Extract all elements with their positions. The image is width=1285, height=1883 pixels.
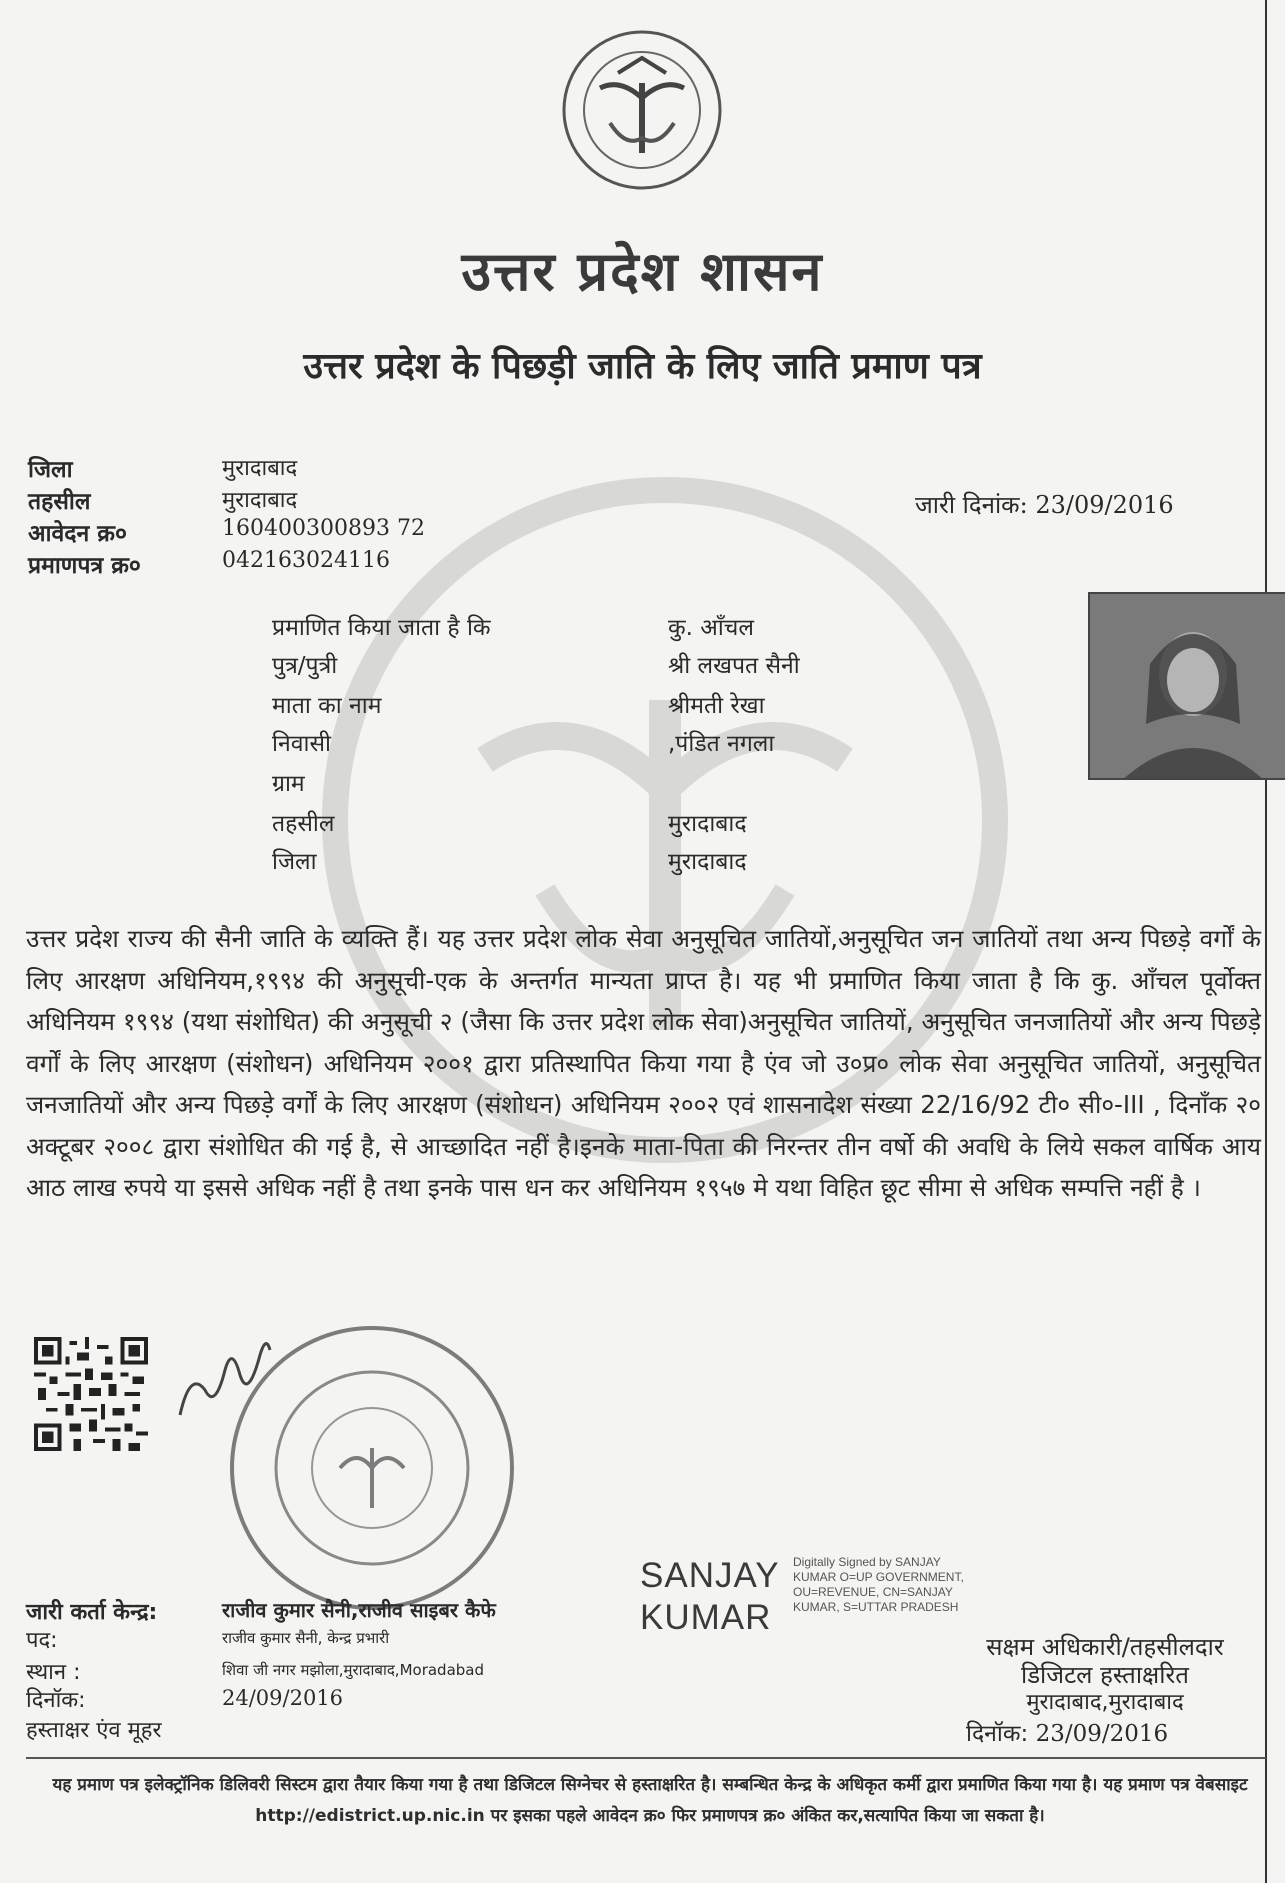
- field-label: पुत्र/पुत्री: [272, 653, 338, 679]
- application-number: 160400300893 72: [222, 516, 425, 541]
- certificate-body-text: उत्तर प्रदेश राज्य की सैनी जाति के व्यक्ति हैं। यह उत्तर प्रदेश लोक सेवा अनुसूचित जातियों,अनुसूचित जन जातियों तथा अन्य पिछड़े वर्गों के लिए आरक्षण अधिनियम,१९९४ की अनुसूची-एक के अन्तर्गत मान्यता प्राप्त है। यह भी प्रमाणित किया जाता है कि कु. आँचल पूर्वोक्त अधिनियम १९९४ (यथा संशोधित) की अनुसूची २ (जैसा कि उत्तर प्रदेश लोक सेवा)अनुसूचित जातियों, अनुसूचित जनजातियों और अन्य पिछड़े वर्गों के लिए आरक्षण (संशोधन) अधिनियम २००१ द्वारा प्रतिस्थापित किया गया है एंव जो उ०प्र० लोक सेवा अनुसूचित जातियों, अनुसूचित जनजातियों और अन्य पिछड़े वर्गों के लिए आरक्षण (संशोधन) अधिनियम २००२ एवं शासनादेश संख्या 22/16/92 टी० सी०-III , दिनाँक २० अक्टूबर २००८ द्वारा संशोधित की गई है, से आच्छादित नहीं है।इनके माता-पिता की निरन्तर तीन वर्षो की अवधि के लिये सकल वार्षिक आय आठ लाख रुपये या इससे अधिक नहीं है तथा इनके पास धन कर अधिनियम १९५७ मे यथा विहित छूट सीमा से अधिक सम्पत्ति नहीं है ।: [26, 924, 1261, 1202]
- certificate-number-label: प्रमाणपत्र क्र०: [28, 553, 141, 579]
- field-value: ,पंडित नगला: [668, 731, 775, 757]
- field-value: कु. आँचल: [668, 615, 754, 641]
- issue-date-value: 23/09/2016: [1035, 491, 1174, 519]
- post-value: राजीव कुमार सैनी, केन्द्र प्रभारी: [222, 1629, 390, 1647]
- field-label: निवासी: [272, 731, 331, 757]
- application-label: आवेदन क्र०: [28, 521, 127, 547]
- up-emblem-icon: [560, 28, 725, 193]
- field-label: जिला: [272, 849, 317, 875]
- portrait-icon: [1090, 594, 1285, 780]
- authority-date-value: 23/09/2016: [1035, 1721, 1169, 1747]
- digital-signature-details: Digitally Signed by SANJAY KUMAR O=UP GOVERNMENT, OU=REVENUE, CN=SANJAY KUMAR, S=UTTAR PRADESH: [793, 1555, 964, 1614]
- tehsil-value: मुरादाबाद: [222, 488, 298, 513]
- certificate-title: उत्तर प्रदेश के पिछड़ी जाति के लिए जाति प्रमाण पत्र: [303, 345, 982, 387]
- tehsil-label: तहसील: [28, 489, 91, 515]
- field-value: श्री लखपत सैनी: [668, 653, 800, 679]
- government-title: उत्तर प्रदेश शासन: [461, 239, 824, 303]
- issuing-centre-label: जारी कर्ता केन्द्र:: [26, 1600, 158, 1625]
- issuing-centre-value: राजीव कुमार सैनी,राजीव साइबर कैफे: [222, 1598, 496, 1622]
- district-value: मुरादाबाद: [222, 456, 298, 481]
- footer-note: यह प्रमाण पत्र इलेक्ट्रॉनिक डिलिवरी सिस्टम द्वारा तैयार किया गया है तथा डिजिटल सिग्नेचर से हस्ताक्षरित है। सम्बन्धित केन्द्र के अधिकृत कर्मी द्वारा प्रमाणित किया गया है। यह प्रमाण पत्र वेबसाइट http://edistrict.up.nic.in पर इसका पहले आवेदन क्र० फिर प्रमाणपत्र क्र० अंकित कर,सत्यापित किया जा सकता है।: [52, 1775, 1248, 1826]
- issue-date: [915, 488, 1174, 521]
- certificate-number: 042163024116: [222, 548, 390, 573]
- signer-name-line1: SANJAY: [640, 1556, 780, 1595]
- issue-date-label: जारी दिनांक:: [915, 491, 1028, 519]
- post-label: पद:: [26, 1628, 58, 1653]
- footer-divider: [26, 1757, 1266, 1759]
- field-label: माता का नाम: [272, 693, 382, 719]
- district-label: जिला: [28, 457, 73, 483]
- issuer-date-value: 24/09/2016: [222, 1686, 344, 1710]
- sign-and-seal-label: हस्ताक्षर एंव मूहर: [26, 1718, 162, 1743]
- field-label: प्रमाणित किया जाता है कि: [272, 615, 491, 641]
- authority-date-label: दिनॉक:: [966, 1721, 1029, 1747]
- authority-title: सक्षम अधिकारी/तहसीलदार: [986, 1633, 1224, 1661]
- authority-place: मुरादाबाद,मुरादाबाद: [1026, 1690, 1184, 1715]
- field-label: तहसील: [272, 811, 335, 837]
- field-value: मुरादाबाद: [668, 849, 747, 875]
- place-value: शिवा जी नगर मझोला,मुरादाबाद,Moradabad: [222, 1661, 485, 1679]
- qr-code-icon: [34, 1337, 148, 1451]
- authority-digital: डिजिटल हस्ताक्षरित: [1021, 1661, 1189, 1689]
- field-value: मुरादाबाद: [668, 811, 747, 837]
- applicant-photo: [1088, 592, 1285, 780]
- signer-name: [640, 1555, 780, 1639]
- field-label: ग्राम: [272, 771, 305, 797]
- signature-scribble-icon: [170, 1330, 280, 1430]
- authority-date: [966, 1716, 1168, 1748]
- place-label: स्थान :: [26, 1660, 81, 1685]
- field-value: श्रीमती रेखा: [668, 693, 765, 719]
- signer-name-line2: KUMAR: [640, 1598, 772, 1637]
- issuer-date-label: दिनॉक:: [26, 1688, 86, 1713]
